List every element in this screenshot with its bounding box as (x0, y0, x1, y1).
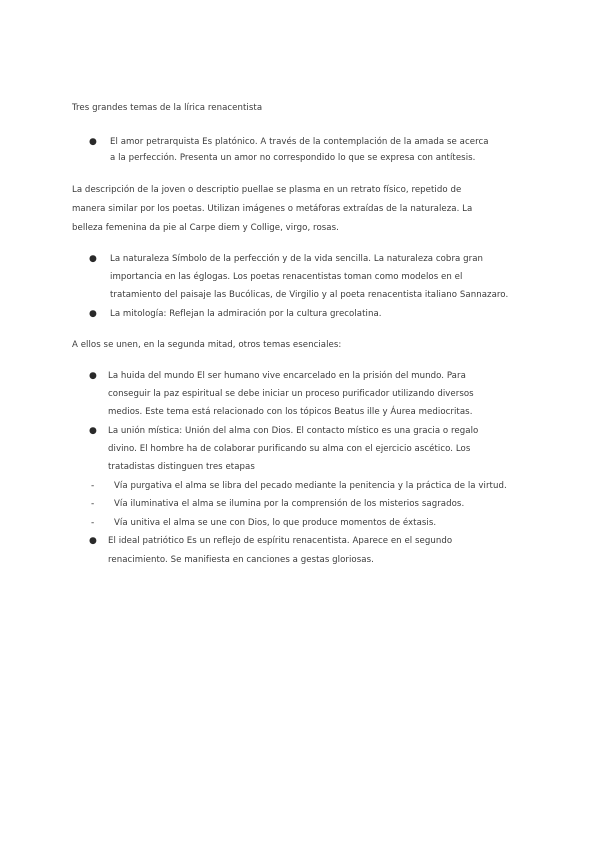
bullet-5-line-3: tratadistas distinguen tres etapas (108, 462, 255, 472)
dash-marker: - (91, 481, 95, 491)
dash-marker: - (91, 499, 95, 509)
dash-marker: - (91, 518, 95, 528)
bullet-1-line-1: El amor petrarquista Es platónico. A través de la contemplación de la amada se acerca (110, 137, 489, 147)
bullet-4-line-3: medios. Este tema está relacionado con los tópicos Beatus ille y Áurea mediocritas. (108, 407, 473, 417)
bullet-2-line-3: tratamiento del paisaje las Bucólicas, de Virgilio y al poeta renacentista italiano Sannazaro. (110, 290, 509, 300)
bullet-2-line-1: La naturaleza Símbolo de la perfección y de la vida sencilla. La naturaleza cobra gran (110, 254, 484, 264)
bullet-marker: ● (89, 371, 97, 381)
bullet-5-line-2: divino. El hombre ha de colaborar purificando su alma con el ejercicio ascético. Los (108, 444, 471, 454)
bullet-3-line-1: La mitología: Reflejan la admiración por la cultura grecolatina. (110, 309, 382, 319)
document-title: Tres grandes temas de la lírica renacentista (72, 103, 263, 113)
bullet-5-line-1: La unión mística: Unión del alma con Dios. El contacto místico es una gracia o regalo (108, 426, 479, 436)
bullet-marker: ● (89, 536, 97, 546)
bullet-6-line-1: El ideal patriótico Es un reflejo de espíritu renacentista. Aparece en el segundo (108, 536, 453, 546)
dash-item-1: Vía purgativa el alma se libra del pecado mediante la penitencia y la práctica de la virtud. (114, 481, 507, 491)
paragraph-1-line-3: belleza femenina da pie al Carpe diem y Collige, virgo, rosas. (72, 223, 339, 233)
bullet-2-line-2: importancia en las églogas. Los poetas renacentistas toman como modelos en el (110, 272, 463, 282)
paragraph-2-line-1: A ellos se unen, en la segunda mitad, otros temas esenciales: (72, 340, 342, 350)
bullet-4-line-1: La huida del mundo El ser humano vive encarcelado en la prisión del mundo. Para (108, 371, 466, 381)
paragraph-1-line-1: La descripción de la joven o descriptio puellae se plasma en un retrato físico, repetido de (72, 185, 462, 195)
bullet-1-line-2: a la perfección. Presenta un amor no correspondido lo que se expresa con antítesis. (110, 153, 476, 163)
bullet-4-line-2: conseguir la paz espiritual se debe iniciar un proceso purificador utilizando diversos (108, 389, 474, 399)
bullet-marker: ● (89, 309, 97, 319)
bullet-marker: ● (89, 426, 97, 436)
paragraph-1-line-2: manera similar por los poetas. Utilizan imágenes o metáforas extraídas de la naturaleza. La (72, 204, 473, 214)
bullet-marker: ● (89, 254, 97, 264)
bullet-marker: ● (89, 137, 97, 147)
dash-item-2: Vía iluminativa el alma se ilumina por la comprensión de los misterios sagrados. (114, 499, 465, 509)
bullet-6-line-2: renacimiento. Se manifiesta en canciones a gestas gloriosas. (108, 555, 374, 565)
dash-item-3: Vía unitiva el alma se une con Dios, lo que produce momentos de éxtasis. (114, 518, 437, 528)
